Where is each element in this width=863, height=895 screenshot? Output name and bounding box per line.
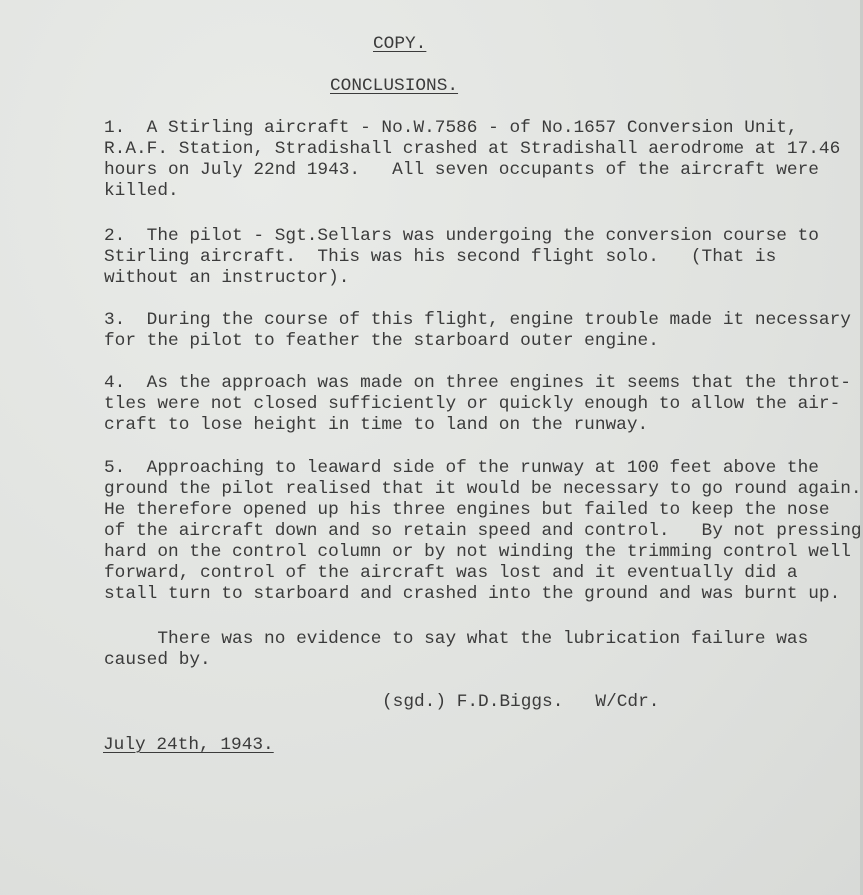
text-line: craft to lose height in time to land on the runway.	[104, 415, 649, 435]
text-line: R.A.F. Station, Stradishall crashed at Stradishall aerodrome at 17.46	[104, 139, 841, 159]
paragraph-closing	[104, 629, 808, 671]
heading-conclusions: CONCLUSIONS.	[330, 76, 459, 96]
paragraph-4	[104, 373, 851, 436]
heading-copy: COPY.	[373, 34, 427, 54]
text-line: forward, control of the aircraft was lost and it eventually did a	[104, 563, 798, 583]
text-line: 5. Approaching to leaward side of the runway at 100 feet above the	[104, 458, 819, 478]
text-line: stall turn to starboard and crashed into the ground and was burnt up.	[104, 584, 841, 604]
text-line: without an instructor).	[104, 268, 350, 288]
text-line: for the pilot to feather the starboard outer engine.	[104, 331, 659, 351]
text-line: 3. During the course of this flight, engine trouble made it necessary	[104, 310, 851, 330]
paragraph-2	[104, 226, 819, 289]
text-line: ground the pilot realised that it would be necessary to go round again.	[104, 479, 862, 499]
paragraph-1	[104, 118, 840, 202]
text-line: of the aircraft down and so retain speed and control. By not pressing	[104, 521, 862, 541]
text-line: 2. The pilot - Sgt.Sellars was undergoing the conversion course to	[104, 226, 819, 246]
text-line: caused by.	[104, 650, 211, 670]
paragraph-5	[104, 458, 862, 605]
text-line: There was no evidence to say what the lubrication failure was	[104, 629, 809, 649]
text-line: 1. A Stirling aircraft - No.W.7586 - of No.1657 Conversion Unit,	[104, 118, 798, 138]
text-line: hard on the control column or by not winding the trimming control well	[104, 542, 851, 562]
text-line: killed.	[104, 181, 179, 201]
text-line: 4. As the approach was made on three engines it seems that the throt-	[104, 373, 851, 393]
text-line: tles were not closed sufficiently or quickly enough to allow the air-	[104, 394, 841, 414]
text-line: He therefore opened up his three engines but failed to keep the nose	[104, 500, 830, 520]
text-line: Stirling aircraft. This was his second flight solo. (That is	[104, 247, 777, 267]
signature: (sgd.) F.D.Biggs. W/Cdr.	[382, 692, 660, 712]
document-date: July 24th, 1943.	[103, 735, 274, 755]
paragraph-3	[104, 310, 851, 352]
text-line: hours on July 22nd 1943. All seven occupants of the aircraft were	[104, 160, 819, 180]
